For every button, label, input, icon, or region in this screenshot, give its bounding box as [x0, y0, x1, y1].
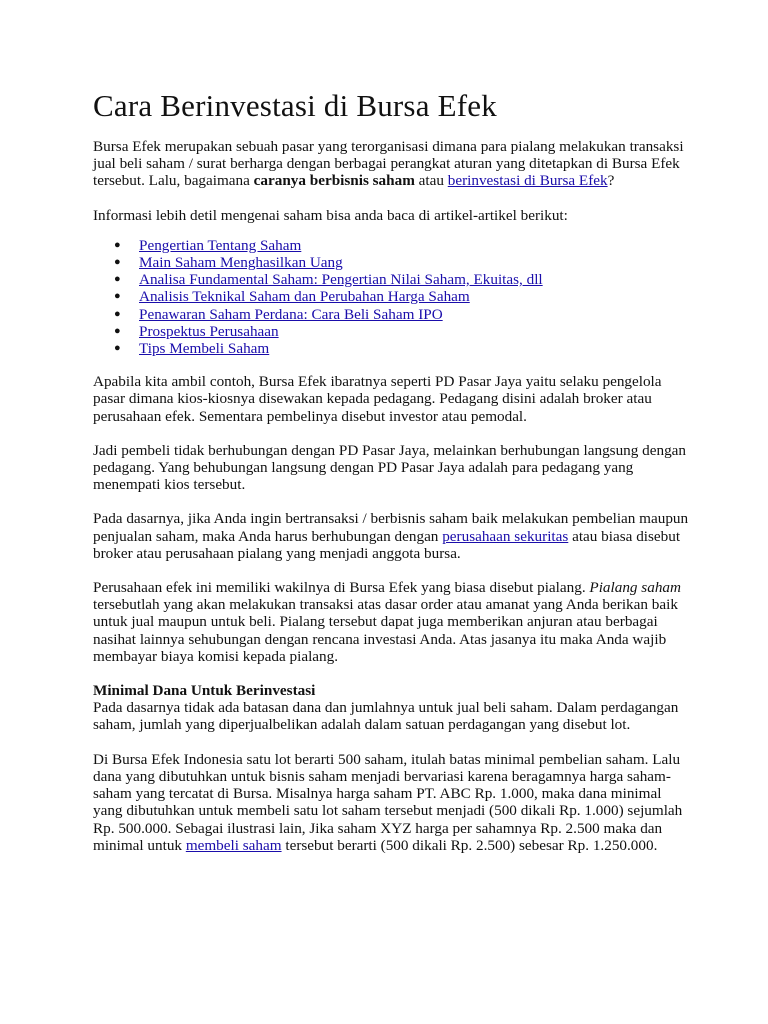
article-link-list: [93, 237, 693, 357]
list-item: [114, 322, 693, 340]
list-link[interactable]: Main Saham Menghasilkan Uang: [139, 254, 343, 272]
buyer-paragraph: Jadi pembeli tidak berhubungan dengan PD Pasar Jaya, melainkan berhubungan langsung dengan pedagang. Yang behubungan langsung dengan PD Pasar Jaya adalah para pedagang yang menempati kios tersebut.: [93, 441, 687, 494]
bullet-icon: ●: [114, 307, 121, 320]
list-item: [114, 254, 693, 272]
bullet-icon: ●: [114, 238, 121, 251]
list-item: [114, 305, 693, 323]
broker-text-1: Perusahaan efek ini memiliki wakilnya di Bursa Efek yang biasa disebut pialang.: [93, 579, 590, 597]
basic-text-2: atau biasa disebut broker atau perusahaan pialang yang menjadi anggota bursa.: [93, 527, 681, 562]
list-link[interactable]: Prospektus Perusahaan: [139, 322, 279, 340]
lot-paragraph: [93, 751, 693, 854]
article-body: [93, 88, 693, 871]
intro-text-1: Bursa Efek merupakan sebuah pasar yang terorganisasi dimana para pialang melakukan transaksi jual beli saham / surat berharga dengan berbagai perangkat aturan yang ditetapkan di Bursa Efek tersebut. Lalu, bagaimana: [93, 138, 684, 190]
intro-link-berinvestasi[interactable]: berinvestasi di Bursa Efek: [447, 172, 608, 190]
link-membeli-saham[interactable]: membeli saham: [185, 836, 282, 854]
basic-text-1: Pada dasarnya, jika Anda ingin bertransaksi / berbisnis saham baik melakukan pembelian maupun penjualan saham, maka Anda harus berhubungan dengan: [93, 510, 689, 545]
intro-paragraph: [93, 138, 693, 190]
broker-text-2: tersebutlah yang akan melakukan transaksi atas dasar order atau amanat yang Anda berikan baik untuk jual maupun untuk beli. Pialang tersebut dapat juga memberikan anjuran atau berbagai nasihat lainnya sehubungan dengan rencana investasi Anda. Atas jasanya itu maka Anda wajib membayar biaya komisi kepada pialang.: [93, 596, 678, 665]
list-link[interactable]: Tips Membeli Saham: [139, 340, 270, 358]
list-link[interactable]: Penawaran Saham Perdana: Cara Beli Saham IPO: [139, 305, 443, 323]
broker-italic-text: Pialang saham: [589, 579, 681, 597]
link-perusahaan-sekuritas[interactable]: perusahaan sekuritas: [442, 527, 569, 545]
list-link[interactable]: Pengertian Tentang Saham: [139, 236, 302, 254]
minimum-paragraph: Pada dasarnya tidak ada batasan dana dan jumlahnya untuk jual beli saham. Dalam perdagangan saham, jumlah yang diperjualbelikan adalah dalam satuan perdagangan yang disebut lot.: [93, 699, 679, 734]
lot-text-2: tersebut berarti (500 dikali Rp. 2.500) sebesar Rp. 1.250.000.: [281, 836, 658, 854]
bullet-icon: ●: [114, 273, 121, 286]
basic-paragraph: [93, 510, 693, 562]
minimum-section: [93, 682, 693, 734]
intro-text-2: atau: [414, 172, 448, 190]
list-item: [114, 271, 693, 289]
bullet-icon: ●: [114, 256, 121, 269]
page-title: Cara Berinvestasi di Bursa Efek: [93, 88, 497, 123]
broker-paragraph: [93, 579, 693, 665]
list-item: [114, 236, 693, 254]
section-subheading: Minimal Dana Untuk Berinvestasi: [93, 682, 316, 700]
bullet-icon: ●: [114, 290, 121, 303]
list-item: [114, 340, 693, 358]
bullet-icon: ●: [114, 324, 121, 337]
lot-text-1: Di Bursa Efek Indonesia satu lot berarti 500 saham, itulah batas minimal pembelian saham. Lalu dana yang dibutuhkan untuk bisnis saham menjadi bervariasi karena beragamnya harga saham-saham yang tercatat di Bursa. Misalnya harga saham PT. ABC Rp. 1.000, maka dana minimal yang dibutuhkan untuk membeli satu lot saham tersebut menjadi (500 dikali Rp. 1.000) sejumlah Rp. 500.000. Sebagai ilustrasi lain, Jika saham XYZ harga per sahamnya Rp. 2.500 maka dan minimal untuk: [93, 750, 683, 854]
list-link[interactable]: Analisis Teknikal Saham dan Perubahan Harga Saham: [139, 288, 470, 306]
intro-bold-text: caranya berbisnis saham: [253, 172, 415, 190]
example-paragraph: Apabila kita ambil contoh, Bursa Efek ibaratnya seperti PD Pasar Jaya yaitu selaku pengelola pasar dimana kios-kiosnya disewakan kepada pedagang. Pedagang disini adalah broker atau perusahaan efek. Sementara pembelinya disebut investor atau pemodal.: [93, 373, 662, 425]
list-item: [114, 288, 693, 306]
bullet-icon: ●: [114, 342, 121, 355]
list-link[interactable]: Analisa Fundamental Saham: Pengertian Nilai Saham, Ekuitas, dll: [139, 271, 543, 289]
intro-text-3: ?: [607, 172, 615, 190]
info-paragraph: Informasi lebih detil mengenai saham bisa anda baca di artikel-artikel berikut:: [93, 206, 568, 224]
